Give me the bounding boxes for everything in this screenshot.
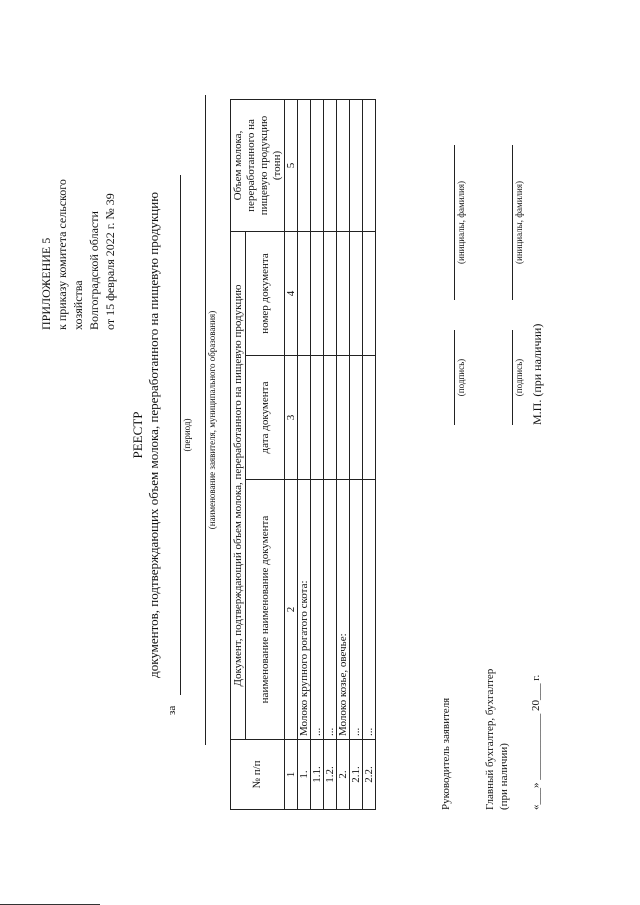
- row-date: [337, 356, 350, 480]
- appendix-header: [38, 60, 118, 330]
- row-date: [350, 356, 363, 480]
- row-name: ...: [363, 480, 376, 740]
- document-title: РЕЕСТР: [130, 411, 145, 459]
- appendix-line: ПРИЛОЖЕНИЕ 5: [39, 237, 53, 330]
- initials-caption: (инициалы, фамилия): [514, 181, 524, 264]
- row-name: ...: [350, 480, 363, 740]
- col-number: 4: [285, 232, 298, 356]
- period-line: [180, 175, 181, 695]
- row-volume: [324, 100, 337, 232]
- row-volume: [298, 100, 311, 232]
- chief-accountant-note: (при наличии): [498, 743, 510, 810]
- row-volume: [363, 100, 376, 232]
- accountant-initials-line: [512, 145, 513, 300]
- row-name: Молоко крупного рогатого скота:: [298, 480, 311, 740]
- stamp-label: М.П. (при наличии): [530, 323, 544, 425]
- table-row: [350, 100, 363, 810]
- row-num: 2.1.: [350, 740, 363, 810]
- date-line: «___» ____________ 20___ г.: [530, 674, 542, 810]
- row-name: Молоко козье, овечье:: [337, 480, 350, 740]
- row-number: [298, 232, 311, 356]
- header-volume: Объем молока, переработанного на пищевую продукцию (тонн): [231, 100, 285, 232]
- appendix-line: к приказу комитета сельского: [55, 179, 69, 330]
- appendix-line: Волгоградской области: [87, 211, 101, 330]
- registry-table: [230, 99, 376, 810]
- period-caption: (период): [182, 418, 192, 452]
- head-label: Руководитель заявителя: [440, 697, 452, 810]
- row-number: [311, 232, 324, 356]
- row-number: [324, 232, 337, 356]
- row-date: [311, 356, 324, 480]
- row-num: 2.: [337, 740, 350, 810]
- initials-caption: (инициалы, фамилия): [456, 181, 466, 264]
- row-num: 2.2.: [363, 740, 376, 810]
- chief-accountant-label: Главный бухгалтер, бухгалтер: [484, 668, 496, 810]
- sign-caption: (подпись): [514, 358, 524, 397]
- row-number: [363, 232, 376, 356]
- row-number: [337, 232, 350, 356]
- row-num: 1.2.: [324, 740, 337, 810]
- col-number: 2: [285, 480, 298, 740]
- appendix-line: хозяйства: [71, 280, 85, 330]
- row-name: ...: [324, 480, 337, 740]
- za-label: за: [166, 705, 178, 715]
- table-row: [363, 100, 376, 810]
- row-volume: [311, 100, 324, 232]
- header-doc-group: Документ, подтверждающий объем молока, переработанного на пищевую продукцию: [231, 232, 246, 740]
- table-row: [337, 100, 350, 810]
- applicant-line: [205, 95, 206, 745]
- document-subtitle: документов, подтверждающих объем молока, переработанного на пищевую продукцию: [146, 192, 161, 678]
- table-row: [311, 100, 324, 810]
- table-row: [324, 100, 337, 810]
- table-row: [298, 100, 311, 810]
- applicant-caption: (наименование заявителя, муниципального образования): [207, 310, 217, 530]
- header-number: номер документа: [246, 232, 285, 356]
- col-number: 3: [285, 356, 298, 480]
- accountant-sign-line: [512, 330, 513, 425]
- row-date: [363, 356, 376, 480]
- row-date: [298, 356, 311, 480]
- row-volume: [337, 100, 350, 232]
- head-sign-line: [454, 330, 455, 425]
- row-num: 1.: [298, 740, 311, 810]
- row-date: [324, 356, 337, 480]
- row-number: [350, 232, 363, 356]
- header-num: № п/п: [231, 740, 285, 810]
- row-num: 1.1.: [311, 740, 324, 810]
- row-name: ...: [311, 480, 324, 740]
- sign-caption: (подпись): [456, 358, 466, 397]
- col-number: 5: [285, 100, 298, 232]
- header-name: наименование наименование документа: [246, 480, 285, 740]
- col-number: 1: [285, 740, 298, 810]
- head-initials-line: [454, 145, 455, 300]
- row-volume: [350, 100, 363, 232]
- appendix-line: от 15 февраля 2022 г. № 39: [103, 193, 117, 330]
- header-date: дата документа: [246, 356, 285, 480]
